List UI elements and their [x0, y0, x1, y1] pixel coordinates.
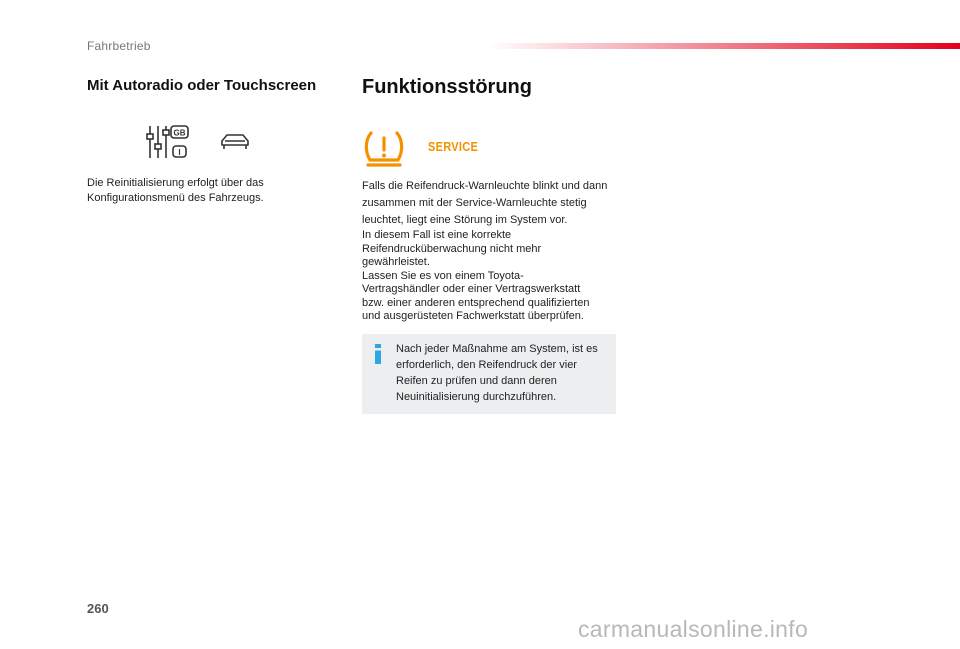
text-line: Lassen Sie es von einem Toyota- — [362, 269, 524, 282]
car-icon — [219, 131, 251, 158]
right-paragraph-1: Falls die Reifendruck-Warnleuchte blinkt und dann zusammen mit der Service-Warnleuchte stetig leuchtet, liegt eine Störung im System vor. — [362, 180, 608, 226]
info-text: Nach jeder Maßnahme am System, ist es erforderlich, den Reifendruck der vier Reifen zu prüfen und dann deren Neuinitialisierung durchzuführen. — [396, 343, 598, 403]
info-box — [362, 334, 616, 414]
text-line: In diesem Fall ist eine korrekte — [362, 229, 512, 241]
info-icon — [373, 344, 383, 364]
settings-sliders-language-icon — [145, 124, 191, 165]
text-line: und ausgerüsteten Fachwerkstatt überprüfen. — [362, 310, 584, 322]
section-label: Fahrbetrieb — [87, 39, 151, 53]
heading-malfunction: Funktionsstörung — [362, 76, 532, 98]
header-accent-bar — [488, 43, 960, 49]
watermark: carmanualsonline.info — [578, 616, 809, 642]
text-line: Reifendrucküberwachung nicht mehr — [362, 242, 542, 255]
service-warning-label: SERVICE — [428, 139, 479, 154]
right-paragraph-2 — [362, 229, 620, 324]
text-line: Vertragshändler oder einer Vertragswerkstatt — [362, 283, 581, 295]
svg-text:I: I — [178, 148, 181, 157]
tire-pressure-warning-icon — [362, 130, 406, 173]
text-line: gewährleistet. — [362, 256, 430, 268]
heading-radio-touchscreen: Mit Autoradio oder Touchscreen — [87, 77, 317, 94]
svg-text:GB: GB — [173, 128, 186, 138]
page-number: 260 — [87, 601, 109, 616]
left-paragraph: Die Reinitialisierung erfolgt über das Konfigurationsmenü des Fahrzeugs. — [87, 177, 264, 204]
text-line: bzw. einer anderen entsprechend qualifizierten — [362, 296, 590, 309]
